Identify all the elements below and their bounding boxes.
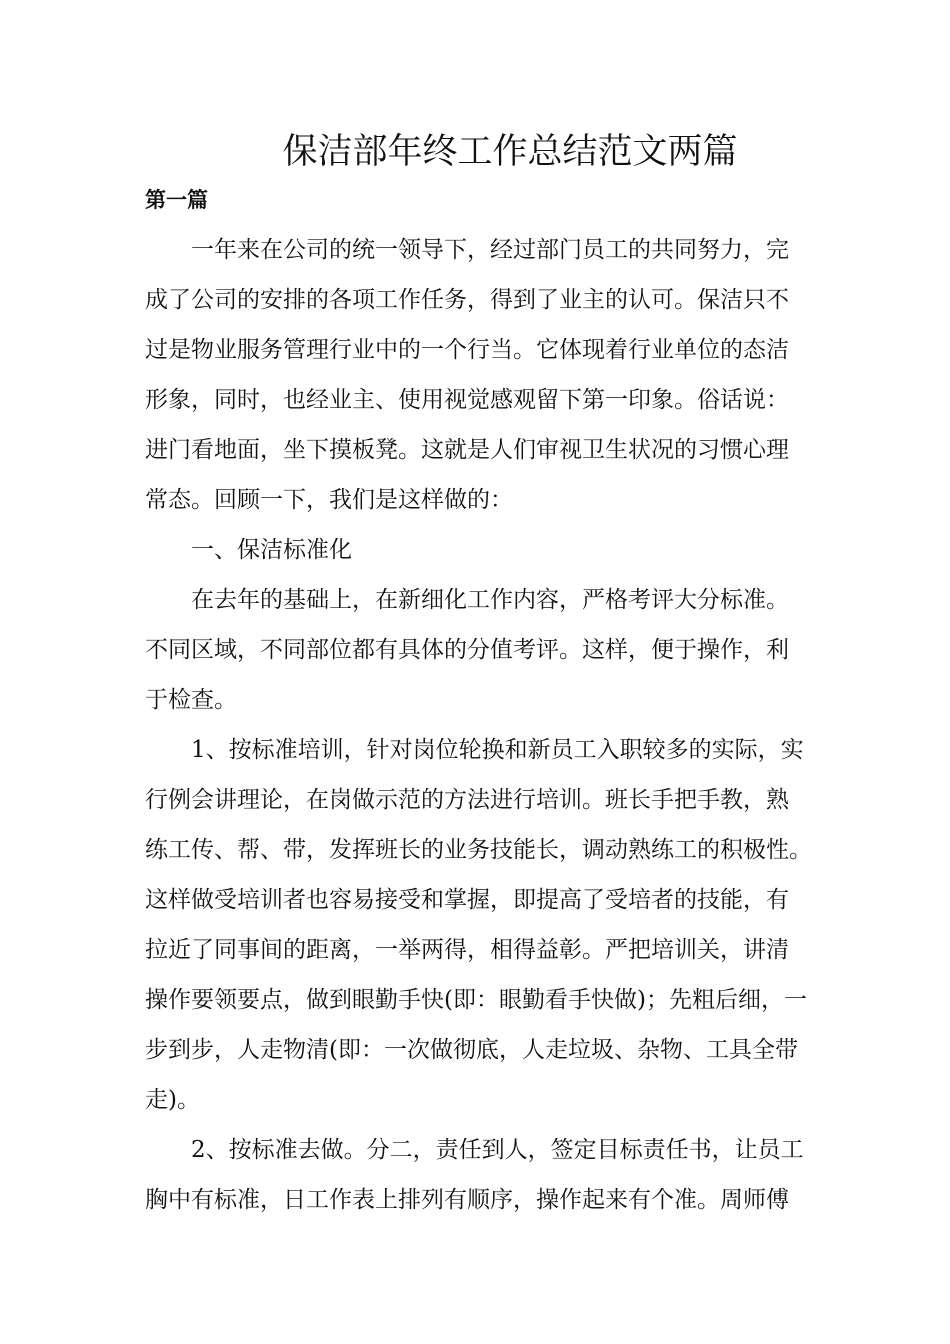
body-line: 2、按标准去做。分二，责任到人，签定目标责任书，让员工 [191, 1137, 804, 1163]
body-line: 操作要领要点，做到眼勤手快(即：眼勤看手快做)；先粗后细，一 [145, 987, 807, 1013]
body-line: 这样做受培训者也容易接受和掌握，即提高了受培者的技能，有 [145, 887, 789, 913]
body-line: 一年来在公司的统一领导下，经过部门员工的共同努力，完 [191, 237, 789, 263]
body-line: 行例会讲理论，在岗做示范的方法进行培训。班长手把手教，熟 [145, 787, 789, 813]
body-line: 在去年的基础上，在新细化工作内容，严格考评大分标准。 [191, 587, 789, 613]
body-line: 过是物业服务管理行业中的一个行当。它体现着行业单位的态洁 [145, 337, 789, 363]
body-line: 成了公司的安排的各项工作任务，得到了业主的认可。保洁只不 [145, 287, 789, 313]
document-title: 保洁部年终工作总结范文两篇 [282, 132, 738, 172]
body-line: 于检查。 [145, 687, 237, 713]
section-heading: 第一篇 [145, 188, 208, 212]
body-line: 形象，同时，也经业主、使用视觉感观留下第一印象。俗话说： [145, 387, 789, 413]
body-line: 不同区域，不同部位都有具体的分值考评。这样，便于操作，利 [145, 637, 789, 663]
body-line: 走)。 [145, 1087, 200, 1113]
body-line: 进门看地面，坐下摸板凳。这就是人们审视卫生状况的习惯心理 [145, 437, 789, 463]
body-line: 练工传、帮、带，发挥班长的业务技能长，调动熟练工的积极性。 [145, 837, 812, 863]
body-line: 胸中有标准，日工作表上排列有顺序，操作起来有个准。周师傅 [145, 1187, 789, 1213]
body-line: 常态。回顾一下，我们是这样做的： [145, 487, 513, 513]
body-line: 拉近了同事间的距离，一举两得，相得益彰。严把培训关，讲清 [145, 937, 789, 963]
subheading-line: 一、保洁标准化 [191, 537, 352, 563]
body-line: 步到步，人走物清(即：一次做彻底，人走垃圾、杂物、工具全带 [145, 1037, 798, 1063]
body-line: 1、按标准培训，针对岗位轮换和新员工入职较多的实际，实 [191, 737, 804, 763]
